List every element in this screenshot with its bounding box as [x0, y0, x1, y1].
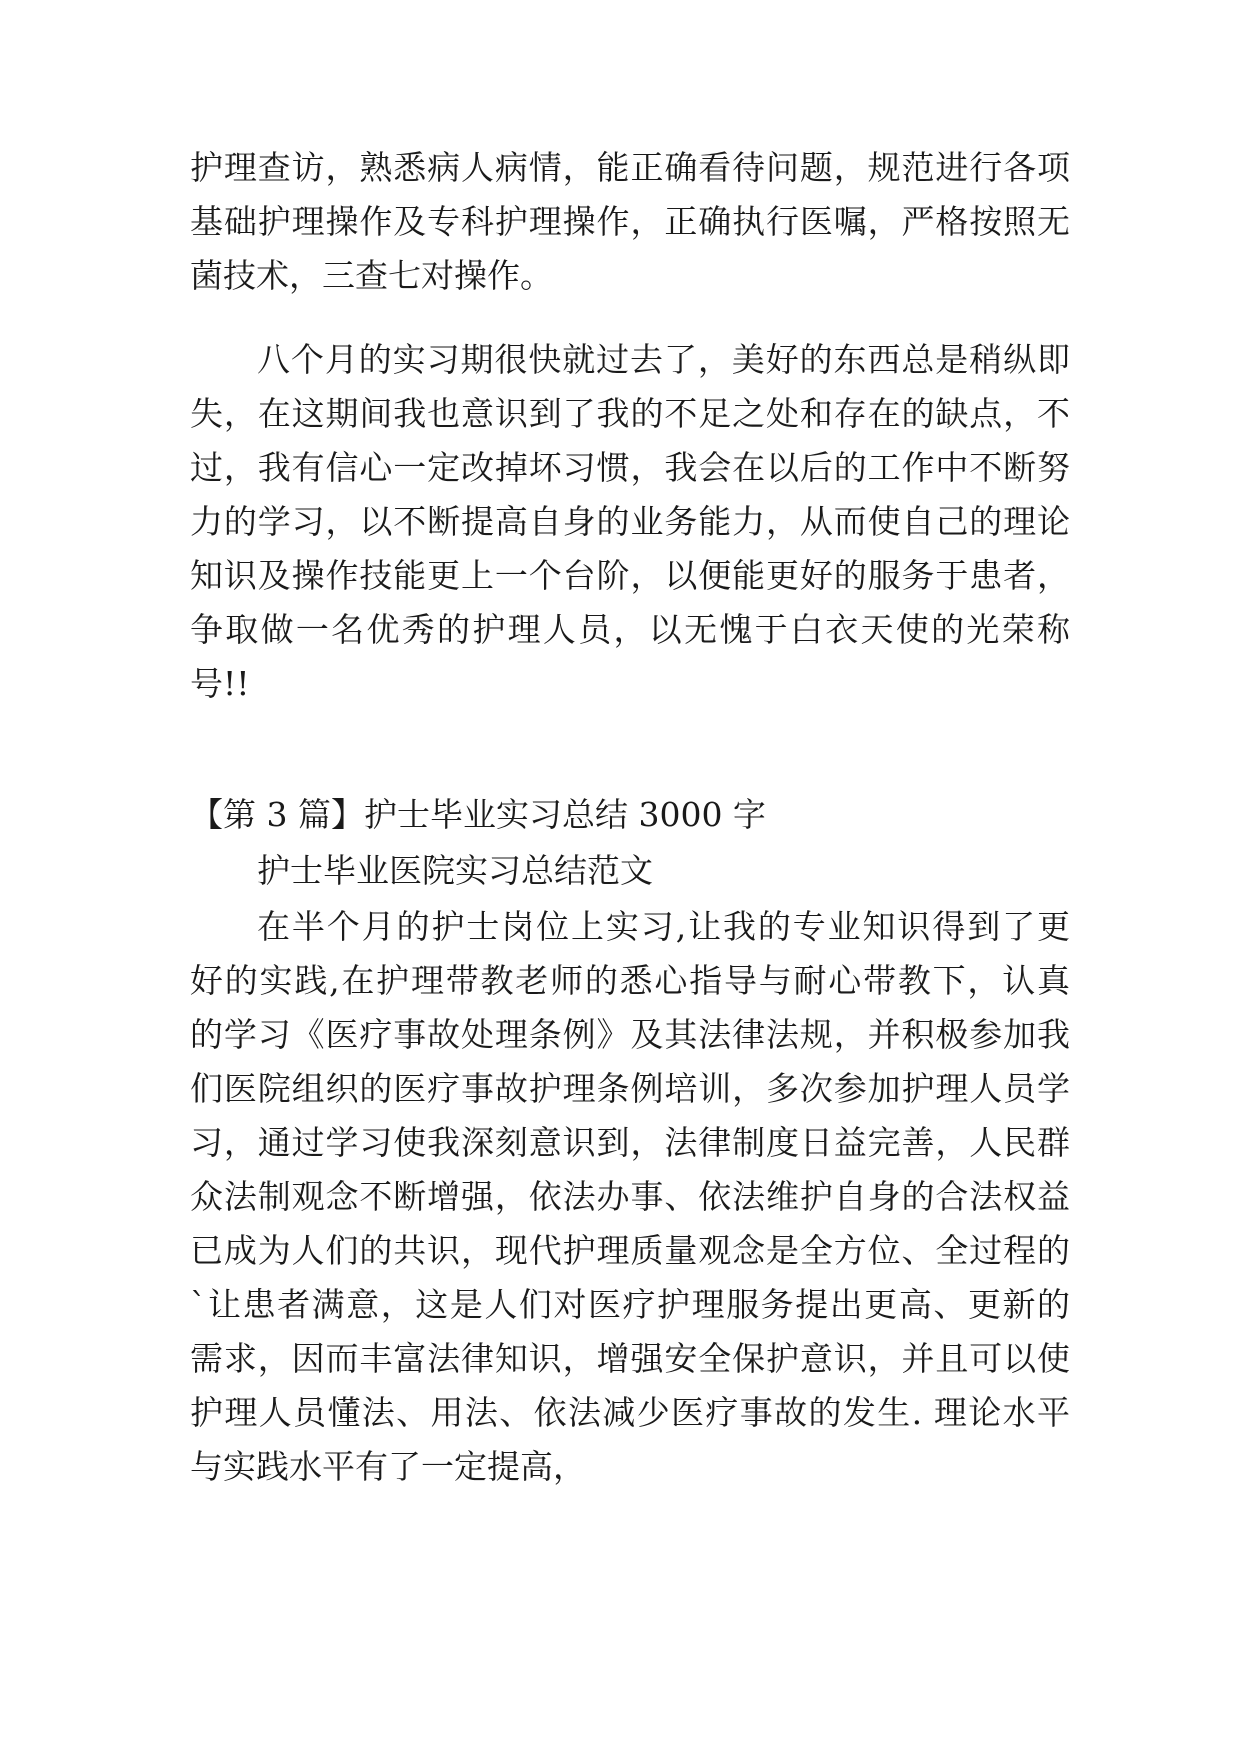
paragraph-2-line-1: 八个月的实习期很快就过去了，美好的东西总是稍纵即: [257, 340, 1070, 379]
paragraph-3-line-5: 习，通过学习使我深刻意识到，法律制度日益完善，人民群: [190, 1123, 1070, 1162]
paragraph-3-line-10: 护理人员懂法、用法、依法减少医疗事故的发生. 理论水平: [190, 1393, 1070, 1432]
paragraph-3-line-11: 与实践水平有了一定提高，: [190, 1447, 586, 1486]
paragraph-3-line-7: 已成为人们的共识，现代护理质量观念是全方位、全过程的: [190, 1231, 1070, 1270]
paragraph-2-line-7: 号!!: [190, 664, 250, 703]
paragraph-2-line-5: 知识及操作技能更上一个台阶，以便能更好的服务于患者，: [190, 556, 1070, 595]
paragraph-1-line-3: 菌技术，三查七对操作。: [190, 256, 553, 295]
paragraph-2-line-3: 过，我有信心一定改掉坏习惯，我会在以后的工作中不断努: [190, 448, 1070, 487]
paragraph-3-line-8: `让患者满意，这是人们对医疗护理服务提出更高、更新的: [190, 1285, 1070, 1324]
paragraph-1-line-1: 护理查访，熟悉病人病情，能正确看待问题，规范进行各项: [190, 148, 1070, 187]
section-heading: 【第 3 篇】护士毕业实习总结 3000 字: [190, 795, 766, 834]
paragraph-2-line-6: 争取做一名优秀的护理人员，以无愧于白衣天使的光荣称: [190, 610, 1070, 649]
paragraph-3-line-1: 在半个月的护士岗位上实习,让我的专业知识得到了更: [257, 907, 1070, 946]
paragraph-1-line-2: 基础护理操作及专科护理操作，正确执行医嘱，严格按照无: [190, 202, 1070, 241]
paragraph-2-line-2: 失，在这期间我也意识到了我的不足之处和存在的缺点，不: [190, 394, 1070, 433]
paragraph-3-line-3: 的学习《医疗事故处理条例》及其法律法规，并积极参加我: [190, 1015, 1070, 1054]
paragraph-2-line-4: 力的学习，以不断提高自身的业务能力，从而使自己的理论: [190, 502, 1070, 541]
paragraph-3-line-4: 们医院组织的医疗事故护理条例培训，多次参加护理人员学: [190, 1069, 1070, 1108]
paragraph-3-line-6: 众法制观念不断增强，依法办事、依法维护自身的合法权益: [190, 1177, 1070, 1216]
article-subtitle: 护士毕业医院实习总结范文: [257, 851, 653, 890]
paragraph-3-line-9: 需求，因而丰富法律知识，增强安全保护意识，并且可以使: [190, 1339, 1070, 1378]
paragraph-3-line-2: 好的实践,在护理带教老师的悉心指导与耐心带教下，认真: [190, 961, 1070, 1000]
